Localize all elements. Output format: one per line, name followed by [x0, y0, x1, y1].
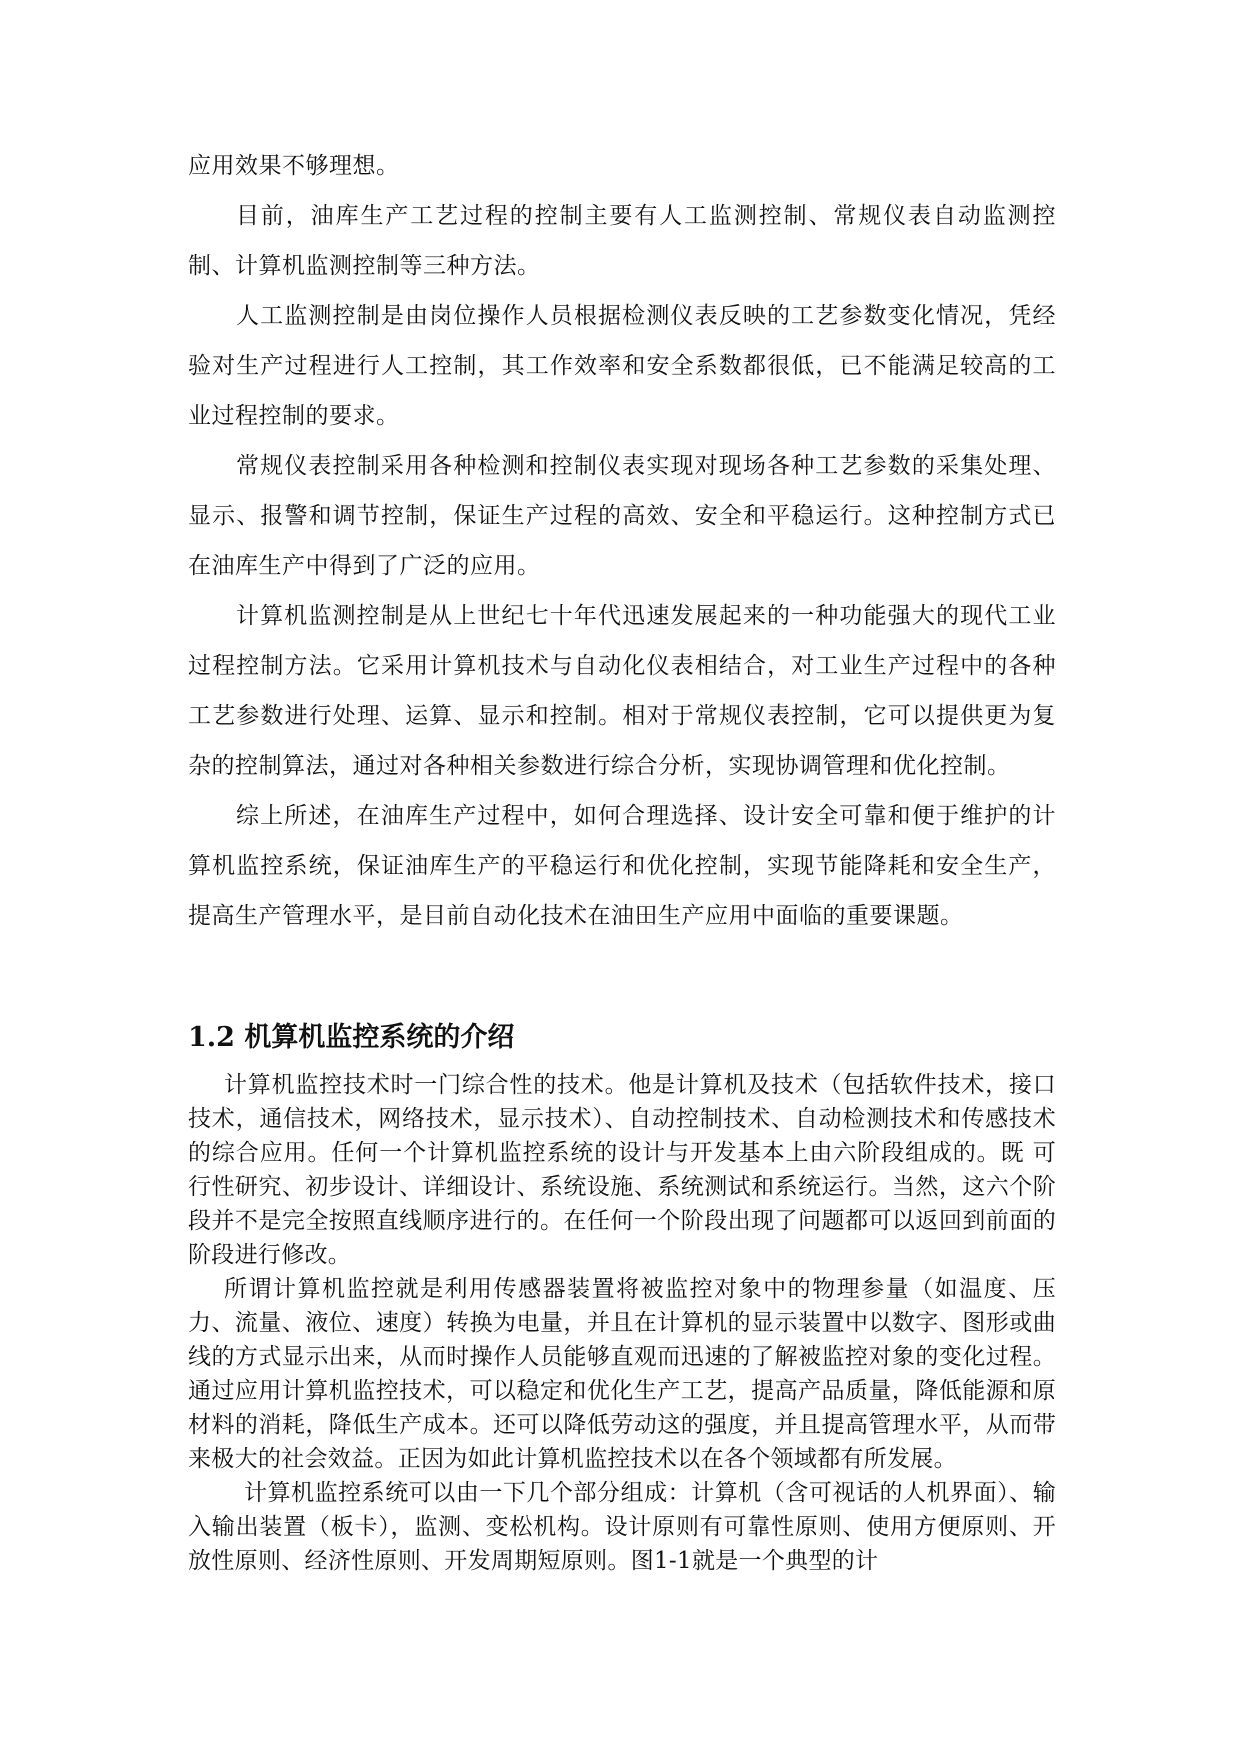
- paragraph: 所谓计算机监控就是利用传感器装置将被监控对象中的物理参量（如温度、压力、流量、液位、速度）转换为电量，并且在计算机的显示装置中以数字、图形或曲线的方式显示出来，从而时操作人员能够直观而迅速的了解被监控对象的变化过程。通过应用计算机监控技术，可以稳定和优化生产工艺，提高产品质量，降低能源和原材料的消耗，降低生产成本。还可以降低劳动这的强度，并且提高管理水平，从而带来极大的社会效益。正因为如此计算机监控技术以在各个领域都有所发展。: [188, 1276, 1056, 1472]
- paragraph: 计算机监测控制是从上世纪七十年代迅速发展起来的一种功能强大的现代工业过程控制方法。它采用计算机技术与自动化仪表相结合，对工业生产过程中的各种工艺参数进行处理、运算、显示和控制。相对于常规仪表控制，它可以提供更为复杂的控制算法，通过对各种相关参数进行综合分析，实现协调管理和优化控制。: [188, 603, 1056, 779]
- paragraph: 常规仪表控制采用各种检测和控制仪表实现对现场各种工艺参数的采集处理、显示、报警和调节控制，保证生产过程的高效、安全和平稳运行。这种控制方式已在油库生产中得到了广泛的应用。: [188, 453, 1056, 579]
- paragraph: 目前，油库生产工艺过程的控制主要有人工监测控制、常规仪表自动监测控制、计算机监测控制等三种方法。: [188, 203, 1056, 279]
- section-heading: 1.2 机算机监控系统的介绍: [188, 1022, 515, 1053]
- paragraph: 综上所述，在油库生产过程中，如何合理选择、设计安全可靠和便于维护的计算机监控系统，保证油库生产的平稳运行和优化控制，实现节能降耗和安全生产，提高生产管理水平，是目前自动化技术在油田生产应用中面临的重要课题。: [188, 803, 1056, 929]
- paragraph: 计算机监控技术时一门综合性的技术。他是计算机及技术（包括软件技术，接口技术，通信技术，网络技术，显示技术）、自动控制技术、自动检测技术和传感技术的综合应用。任何一个计算机监控系统的设计与开发基本上由六阶段组成的。既 可行性研究、初步设计、详细设计、系统设施、系统测试和系统运行。当然，这六个阶段并不是完全按照直线顺序进行的。在任何一个阶段出现了问题都可以返回到前面的阶段进行修改。: [188, 1072, 1056, 1268]
- section-2-body: [188, 1068, 1056, 1578]
- paragraph: 应用效果不够理想。: [188, 153, 400, 179]
- paragraph: 计算机监控系统可以由一下几个部分组成：计算机（含可视话的人机界面）、输入输出装置（板卡），监测、变松机构。设计原则有可靠性原则、使用方便原则、开放性原则、经济性原则、开发周期短原则。图1-1就是一个典型的计: [188, 1480, 1056, 1574]
- paragraph: 人工监测控制是由岗位操作人员根据检测仪表反映的工艺参数变化情况，凭经验对生产过程进行人工控制，其工作效率和安全系数都很低，已不能满足较高的工业过程控制的要求。: [188, 303, 1056, 429]
- section-1-body: [188, 141, 1056, 941]
